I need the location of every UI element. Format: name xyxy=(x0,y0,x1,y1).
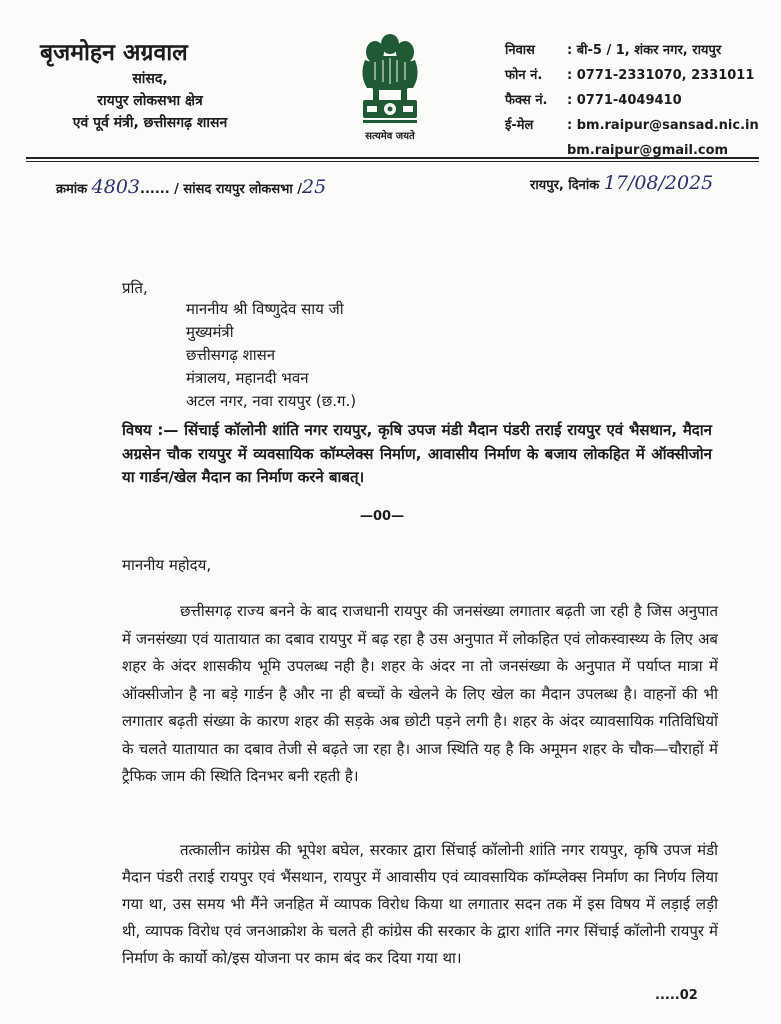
address-line: अटल नगर, नवा रायपुर (छ.ग.) xyxy=(186,392,357,410)
to-label: प्रति, xyxy=(122,279,148,297)
header-divider-thin xyxy=(26,161,759,162)
contact-row-email xyxy=(505,113,775,138)
date-label: रायपुर, दिनांक xyxy=(530,178,600,193)
emblem-motto: सत्यमेव जयते xyxy=(365,131,415,142)
contact-label: ई-मेल xyxy=(505,118,534,133)
contact-value: : bm.raipur@sansad.nic.in xyxy=(567,118,759,133)
sender-designation: सांसद, xyxy=(132,71,168,87)
reference-number xyxy=(56,176,326,198)
contact-block xyxy=(505,38,775,163)
contact-label: निवास xyxy=(505,43,535,58)
contact-row-phone xyxy=(505,63,775,88)
sender-constituency: रायपुर लोकसभा क्षेत्र xyxy=(97,93,203,109)
contact-value: : 0771-2331070, 2331011 xyxy=(567,68,755,83)
sender-block xyxy=(40,38,260,134)
ref-prefix: क्रमांक xyxy=(56,182,88,197)
body-paragraph: छत्तीसगढ़ राज्य बनने के बाद राजधानी रायपुर की जनसंख्या लगातार बढ़ती जा रही है जिस अनुपात में जनसंख्या एवं यातायात का दबाव रायपुर में बढ़ रहा है उस अनुपात में लोकहित एवं लोकस्वास्थ्य के लिए अब शहर के अंदर शासकीय भूमि उपलब्ध नही है। शहर के अंदर ना तो जनसंख्या के अनुपात में पर्याप्त मात्रा में ऑक्सीजोन है ना बड़े गार्डन है और ना ही बच्चों के खेलने के लिए खेल का मैदान उपलब्ध है। वाहनों की भी लगातार बढ़ती संख्या के कारण शहर की सड़के अब छोटी पड़ने लगी है। शहर के अंदर व्यावसायिक गतिविधियों के चलते यातायात का दबाव तेजी से बढ़ते जा रहा है। आज स्थिति यह है कि अमूमन शहर के चौक—चौराहों में ट्रैफिक जाम की स्थिति दिनभर बनी रहती है। xyxy=(122,602,718,785)
sender-name: बृजमोहन अग्रवाल xyxy=(40,40,188,66)
contact-label: फैक्स नं. xyxy=(505,93,548,108)
national-emblem xyxy=(345,30,435,150)
address-line: मुख्यमंत्री xyxy=(186,323,234,341)
subject-separator: —00— xyxy=(360,509,405,524)
contact-value: : बी-5 / 1, शंकर नगर, रायपुर xyxy=(567,43,722,58)
address-line: मंत्रालय, महानदी भवन xyxy=(186,369,309,387)
letter-subject: विषय :— सिंचाई कॉलोनी शांति नगर रायपुर, कृषि उपज मंडी मैदान पंडरी तराई रायपुर एवं भैसथान, मैदान अग्रसेन चौक रायपुर में व्यवसायिक कॉम्प्लेक्स निर्माण, आवासीय निर्माण के बजाय लोकहित में ऑक्सीजोन या गार्डन/खेल मैदान का निर्माण करने बाबत्। xyxy=(122,421,712,486)
contact-row-fax xyxy=(505,88,775,113)
address-line: माननीय श्री विष्णुदेव साय जी xyxy=(186,300,344,318)
salutation: माननीय महोदय, xyxy=(122,556,212,574)
letter-date xyxy=(530,172,713,194)
ref-middle: ...... / सांसद रायपुर लोकसभा / xyxy=(140,182,302,197)
date-handwritten: 17/08/2025 xyxy=(603,172,714,194)
ref-year-handwritten: 25 xyxy=(302,176,327,198)
ref-number-handwritten: 4803 xyxy=(91,176,140,198)
header-divider xyxy=(26,157,759,159)
contact-row-residence xyxy=(505,38,775,63)
sender-former-post: एवं पूर्व मंत्री, छत्तीसगढ़ शासन xyxy=(72,115,228,131)
body-paragraph: तत्कालीन कांग्रेस की भूपेश बघेल, सरकार द्वारा सिंचाई कॉलोनी शांति नगर रायपुर, कृषि उपज मंडी मैदान पंडरी तराई रायपुर एवं भैंसथान, रायपुर में आवासीय एवं व्यावसायिक कॉम्प्लेक्स निर्माण का निर्णय लिया गया था, उस समय भी मैंने जनहित में व्यापक विरोध किया था लगातार सदन तक में इस विषय में लड़ाई लड़ी थी, व्यापक विरोध एवं जनआक्रोश के चलते ही कांग्रेस की सरकार के द्वारा शांति नगर सिंचाई कॉलोनी रायपुर में निर्माण के कार्यो को/इस योजना पर काम बंद कर दिया गया था। xyxy=(122,841,718,967)
recipient-address xyxy=(186,298,356,413)
contact-value: : 0771-4049410 xyxy=(567,93,682,108)
next-page-marker: .....02 xyxy=(655,988,698,1003)
contact-label: फोन नं. xyxy=(505,68,543,83)
ashoka-lion-icon xyxy=(355,30,425,130)
contact-email-secondary: bm.raipur@gmail.com xyxy=(567,143,729,158)
address-line: छत्तीसगढ़ शासन xyxy=(186,346,276,364)
